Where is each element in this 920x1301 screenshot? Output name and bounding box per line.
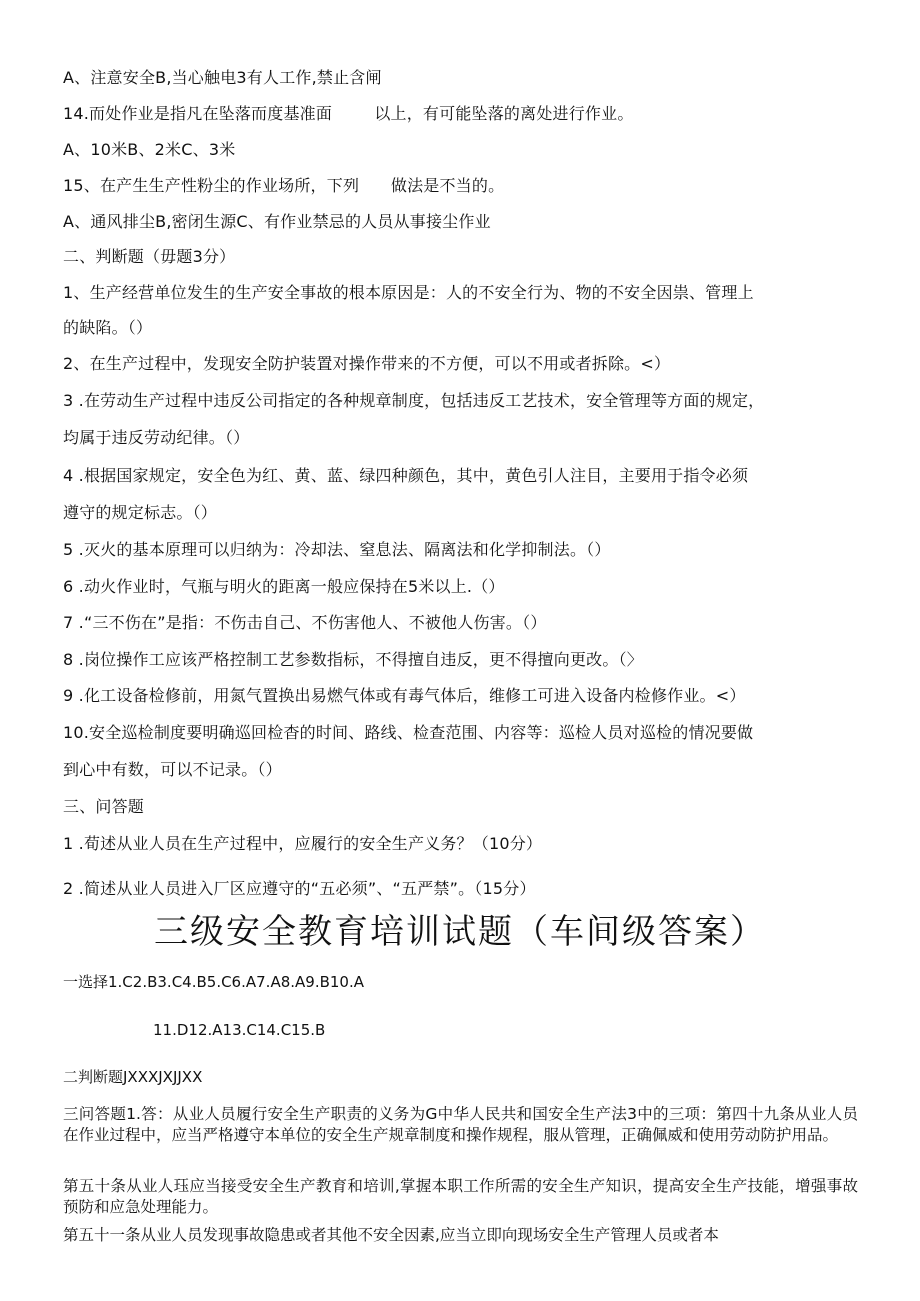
- qa-answer-paragraph-1: 三问答题1.答：从业人员履行安全生产职责的义务为G中华人民共和国安全生产法3中的三项：第四十九条从业人员在作业过程中，应当严格遵守本单位的安全生产规章制度和操作规程，服从管理，正确佩威和使用劳动防护用品。: [63, 1105, 858, 1144]
- qa-q2: 2 .简述从业人员进入厂区应遵守的“五必须”、“五严禁”。（15分）: [63, 879, 536, 898]
- judge-q1-line1: 1、生产经营单位发生的生产安全事故的根本原因是：人的不安全行为、物的不安全因祟、管理上: [63, 283, 754, 302]
- answer-key-title: 三级安全教育培训试题（车间级答案）: [154, 912, 766, 952]
- judge-answers: 二判断题JXXXJXJJXX: [63, 1068, 203, 1086]
- judge-q10-line2: 到心中有数，可以不记录。（）: [63, 760, 282, 779]
- judge-q4-line1: 4 .根据国家规定，安全色为红、黄、蓝、绿四种颜色，其中，黄色引人注目，主要用于指令必须: [63, 466, 749, 485]
- judge-q7: 7 .“三不伤在”是指：不伤击自己、不伤害他人、不被他人伤害。（）: [63, 613, 547, 632]
- qa-answer-paragraph-3: 第五十一条从业人员发现事故隐患或者其他不安全因素,应当立即向现场安全生产管理人员或者本: [63, 1226, 719, 1244]
- judge-q10-line1: 10.安全巡检制度要明确巡回检杳的时间、路线、检查范围、内容等：巡检人员对巡检的情况要做: [63, 723, 754, 742]
- judge-q3-line1: 3 .在劳动生产过程中违反公司指定的各种规章制度，包括违反工艺技术，安全管理等方面的规定，: [63, 391, 765, 410]
- qa-section-heading: 三、问答题: [63, 797, 145, 816]
- judge-q5: 5 .灭火的基本原理可以归纳为：冷却法、窒息法、隔离法和化学抑制法。（）: [63, 540, 611, 559]
- q14-question: 14.而处作业是指凡在坠落而度基准面 以上，有可能坠落的离处进行作业。: [63, 104, 634, 123]
- q14-options: A、10米B、2米C、3米: [63, 140, 236, 159]
- choice-answers-line2: 11.D12.A13.C14.C15.B: [153, 1021, 326, 1039]
- judge-q4-line2: 遵守的规定标志。（）: [63, 503, 218, 522]
- choice-answers-line1: 一选择1.C2.B3.C4.B5.C6.A7.A8.A9.B10.A: [63, 973, 364, 991]
- q15-options: A、通风排尘B,密闭生源C、有作业禁忌的人员从事接尘作业: [63, 212, 491, 231]
- q15-question: 15、在产生生产性粉尘的作业场所，下列 做法是不当的。: [63, 176, 505, 195]
- judge-q3-line2: 均属于违反劳动纪律。（）: [63, 428, 250, 447]
- judge-q1-line2: 的缺陷。（）: [63, 318, 153, 337]
- judge-q6: 6 .动火作业时，气瓶与明火的距离一般应保持在5米以上.（）: [63, 577, 505, 596]
- judge-q2: 2、在生产过程中，发现安全防护装置对操作带来的不方便，可以不用或者拆除。<）: [63, 354, 671, 373]
- qa-q1: 1 .荀述从业人员在生产过程中，应履行的安全生产义务？（10分）: [63, 834, 543, 853]
- judge-q9: 9 .化工设备检修前，用氮气置换出易燃气体或有毒气体后，维修工可进入设备内检修作业。<）: [63, 686, 746, 705]
- q13-options: A、注意安全B,当心触电3有人工作,禁止含闸: [63, 68, 382, 87]
- judge-q8: 8 .岗位操作工应该严格控制工艺参数指标，不得擅自违反，更不得擅向更改。（〉: [63, 650, 643, 669]
- judge-section-heading: 二、判断题（毋题3分）: [63, 247, 236, 266]
- qa-answer-paragraph-2: 第五十条从业人珏应当接受安全生产教育和培训,掌握本职工作所需的安全生产知识，提高安全生产技能，增强事故预防和应急处理能力。: [63, 1177, 858, 1216]
